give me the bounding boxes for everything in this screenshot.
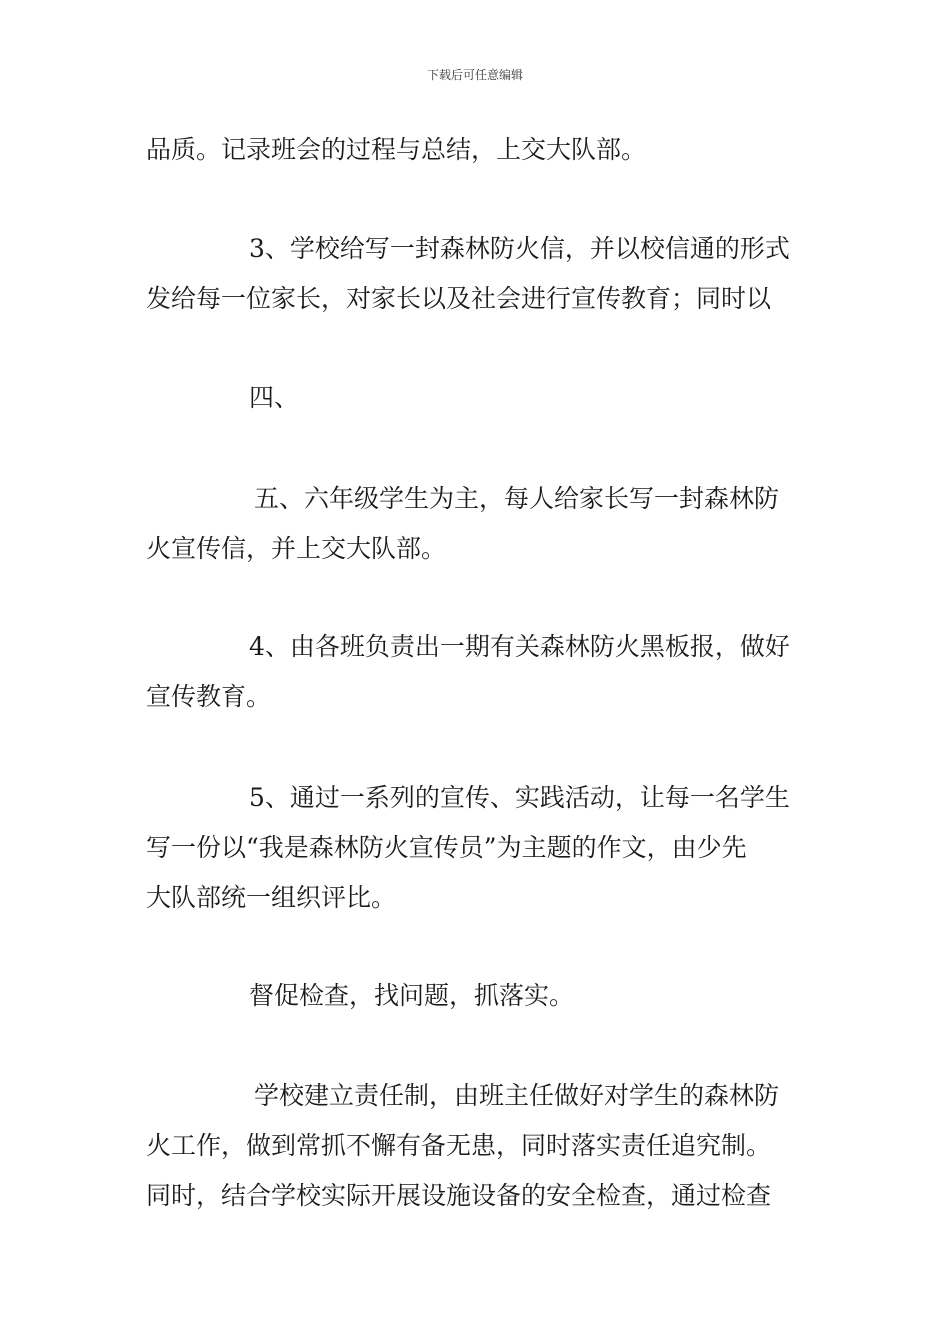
paragraph-line: 品质。记录班会的过程与总结，上交大队部。 [146, 135, 647, 164]
paragraph-line: 5、通过一系列的宣传、实践活动，让每一名学生 [249, 783, 790, 812]
paragraph-1 [146, 125, 811, 175]
header-note: 下载后可任意编辑 [426, 68, 523, 82]
paragraph-3 [146, 373, 811, 423]
paragraph-8 [146, 1071, 811, 1221]
paragraph-line: 督促检查，找问题，抓落实。 [249, 981, 575, 1010]
paragraph-line: 火工作，做到常抓不懈有备无患，同时落实责任追究制。 [146, 1131, 772, 1160]
paragraph-7 [146, 971, 811, 1021]
paragraph-line: 学校建立责任制，由班主任做好对学生的森林防 [254, 1081, 780, 1110]
paragraph-line: 大队部统一组织评比。 [146, 883, 397, 912]
paragraph-5 [146, 622, 811, 722]
paragraph-line: 宣传教育。 [146, 682, 272, 711]
paragraph-line: 发给每一位家长，对家长以及社会进行宣传教育；同时以 [146, 284, 772, 313]
paragraph-line: 3、学校给写一封森林防火信，并以校信通的形式 [249, 234, 790, 263]
paragraph-line: 同时，结合学校实际开展设施设备的安全检查，通过检查 [146, 1181, 772, 1210]
paragraph-4 [146, 474, 811, 574]
paragraph-line: 4、由各班负责出一期有关森林防火黑板报，做好 [249, 632, 790, 661]
paragraph-line: 五、六年级学生为主，每人给家长写一封森林防 [254, 484, 780, 513]
paragraph-2 [146, 224, 811, 324]
paragraph-6 [146, 773, 811, 923]
paragraph-line: 四、 [249, 383, 300, 412]
paragraph-line: 写一份以“我是森林防火宣传员”为主题的作文，由少先 [146, 833, 747, 862]
paragraph-line: 火宣传信，并上交大队部。 [146, 534, 447, 563]
